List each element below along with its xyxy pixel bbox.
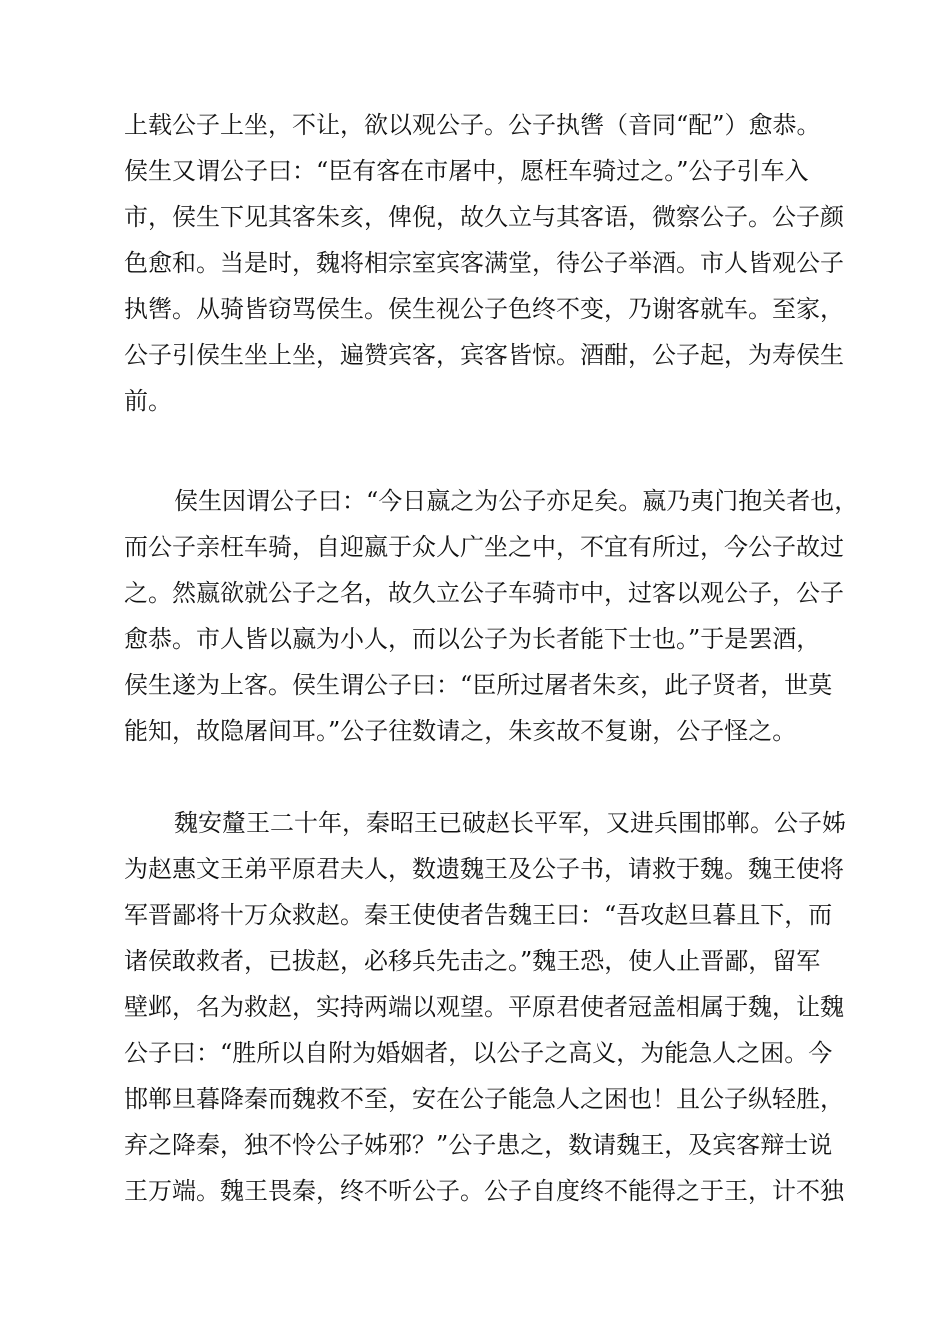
paragraph-line: 上载公子上坐，不让，欲以观公子。公子执辔（音同“配”）愈恭。 <box>124 111 821 139</box>
paragraph-line: 能知，故隐屠间耳。”公子往数请之，朱亥故不复谢，公子怪之。 <box>124 717 797 745</box>
paragraph-line: 执辔。从骑皆窃骂侯生。侯生视公子色终不变，乃谢客就车。至家， <box>124 295 844 323</box>
paragraph-line: 愈恭。市人皆以嬴为小人，而以公子为长者能下士也。”于是罢酒， <box>124 625 821 653</box>
paragraph-line: 公子引侯生坐上坐，遍赞宾客，宾客皆惊。酒酣，公子起，为寿侯生 <box>124 341 844 369</box>
paragraph-line: 侯生又谓公子曰：“臣有客在市屠中，愿枉车骑过之。”公子引车入 <box>124 157 809 185</box>
paragraph-line: 公子曰：“胜所以自附为婚姻者，以公子之高义，为能急人之困。今 <box>124 1039 833 1067</box>
paragraph-line: 之。然嬴欲就公子之名，故久立公子车骑市中，过客以观公子，公子 <box>124 579 844 607</box>
paragraph-line: 侯生因谓公子曰：“今日嬴之为公子亦足矣。嬴乃夷门抱关者也， <box>174 487 859 515</box>
paragraph-line: 军晋鄙将十万众救赵。秦王使使者告魏王曰：“吾攻赵旦暮且下，而 <box>124 901 833 929</box>
paragraph-line: 市，侯生下见其客朱亥，俾倪，故久立与其客语，微察公子。公子颜 <box>124 203 844 231</box>
paragraph-line: 而公子亲枉车骑，自迎嬴于众人广坐之中，不宜有所过，今公子故过 <box>124 533 844 561</box>
paragraph-line: 前。 <box>124 387 172 415</box>
paragraph-2 <box>124 478 859 754</box>
paragraph-line: 邯郸旦暮降秦而魏救不至，安在公子能急人之困也！且公子纵轻胜， <box>124 1085 844 1113</box>
paragraph-line: 弃之降秦，独不怜公子姊邪？”公子患之，数请魏王，及宾客辩士说 <box>124 1131 833 1159</box>
paragraph-1 <box>124 102 844 424</box>
paragraph-line: 王万端。魏王畏秦，终不听公子。公子自度终不能得之于王，计不独 <box>124 1177 844 1205</box>
paragraph-line: 侯生遂为上客。侯生谓公子曰：“臣所过屠者朱亥，此子贤者，世莫 <box>124 671 833 699</box>
paragraph-line: 色愈和。当是时，魏将相宗室宾客满堂，待公子举酒。市人皆观公子 <box>124 249 844 277</box>
paragraph-line: 为赵惠文王弟平原君夫人，数遗魏王及公子书，请救于魏。魏王使将 <box>124 855 844 883</box>
paragraph-line: 诸侯敢救者，已拔赵，必移兵先击之。”魏王恐，使人止晋鄙，留军 <box>124 947 821 975</box>
paragraph-line: 壁邺，名为救赵，实持两端以观望。平原君使者冠盖相属于魏，让魏 <box>124 993 844 1021</box>
paragraph-line: 魏安釐王二十年，秦昭王已破赵长平军，又进兵围邯郸。公子姊 <box>174 809 846 837</box>
paragraph-3 <box>124 800 846 1214</box>
